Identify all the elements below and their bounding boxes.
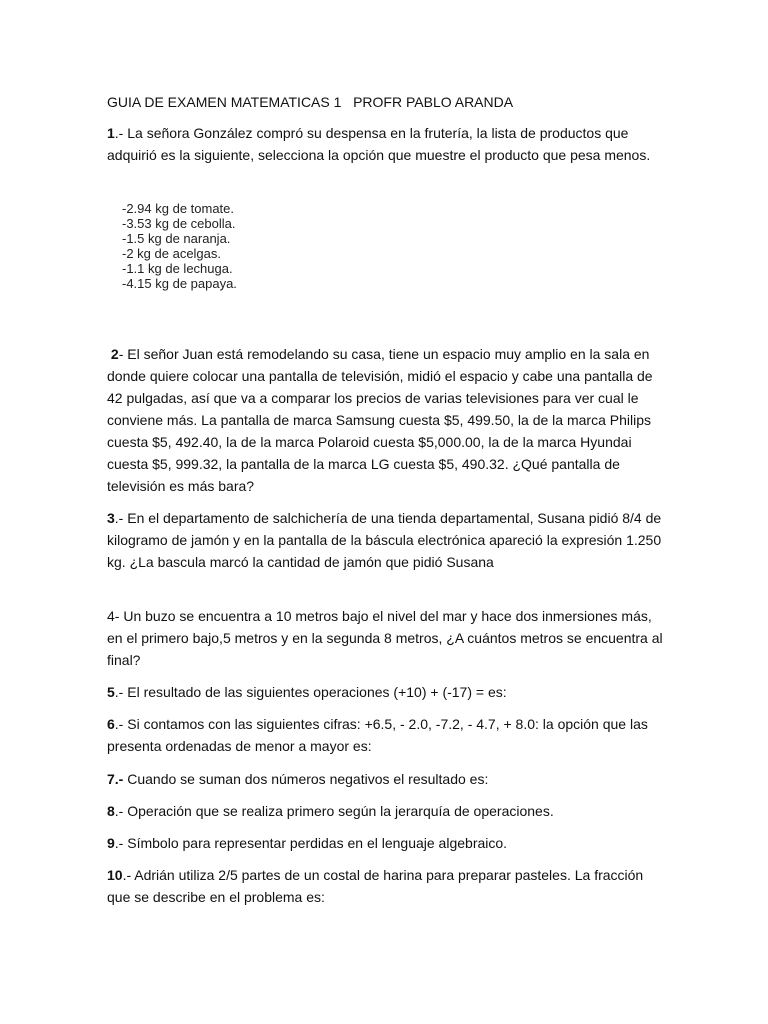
question-separator: .- — [114, 510, 128, 526]
question-number: 8 — [107, 803, 115, 819]
question-text: Cuando se suman dos números negativos el resultado es: — [127, 771, 489, 787]
question-number: 6 — [107, 716, 115, 732]
question-number: 2 — [110, 346, 119, 362]
question-6 — [107, 713, 667, 757]
product-list-item: -2 kg de acelgas. — [122, 246, 222, 261]
question-7 — [107, 768, 667, 790]
question-text: La señora González compró su despensa en la frutería, la lista de productos que adquirió es la siguiente, selecciona la opción que muestre el producto que pesa menos. — [107, 125, 651, 163]
question-separator: .- — [114, 716, 128, 732]
product-list-item: -2.94 kg de tomate. — [122, 201, 235, 216]
question-4 — [107, 605, 667, 671]
question-5 — [107, 681, 667, 703]
question-number: 10 — [107, 867, 123, 883]
question-separator: .- — [114, 125, 128, 141]
question-number: 4 — [107, 608, 115, 624]
question-separator: .- — [114, 835, 128, 851]
question-separator: .- — [114, 684, 128, 700]
product-list-item: -1.5 kg de naranja. — [122, 231, 231, 246]
question-number: 9 — [107, 835, 115, 851]
question-number: 5 — [107, 684, 115, 700]
question-text: Adrián utiliza 2/5 partes de un costal de harina para preparar pasteles. La fracción que se describe en el problema es: — [107, 867, 644, 905]
product-list-item: -3.53 kg de cebolla. — [122, 216, 236, 231]
question-text: Un buzo se encuentra a 10 metros bajo el nivel del mar y hace dos inmersiones más, en el primero bajo,5 metros y en la segunda 8 metros, ¿A cuántos metros se encuentra al final? — [107, 608, 663, 668]
question-2 — [107, 343, 667, 497]
question-10 — [107, 864, 667, 908]
question-text: Operación que se realiza primero según la jerarquía de operaciones. — [127, 803, 554, 819]
question-text: El resultado de las siguientes operaciones (+10) + (-17) = es: — [127, 684, 507, 700]
product-list-item: -1.1 kg de lechuga. — [122, 261, 233, 276]
question-number: 7.- — [107, 771, 124, 787]
question-separator: .- — [114, 803, 128, 819]
document-title: GUIA DE EXAMEN MATEMATICAS 1 PROFR PABLO ARANDA — [107, 94, 514, 110]
question-1 — [107, 122, 667, 166]
question-8 — [107, 800, 667, 822]
question-text: El señor Juan está remodelando su casa, tiene un espacio muy amplio en la sala en donde quiere colocar una pantalla de televisión, midió el espacio y cabe una pantalla de 42 pulgadas, así que va a comparar los precios de varias televisiones para ver cual le conviene más. La pantalla de marca Samsung cuesta $5, 499.50, la de la marca Philips cuesta $5, 492.40, la de la marca Polaroid cuesta $5,000.00, la de la marca Hyundai cuesta $5, 999.32, la pantalla de la marca LG cuesta $5, 490.32. ¿Qué pantalla de televisión es más bara? — [107, 346, 653, 494]
question-3 — [107, 507, 667, 573]
product-list-item: -4.15 kg de papaya. — [122, 276, 237, 291]
question-separator: - — [114, 608, 124, 624]
question-separator: .- — [122, 867, 135, 883]
question-9 — [107, 832, 667, 854]
question-text: En el departamento de salchichería de una tienda departamental, Susana pidió 8/4 de kilogramo de jamón y en la pantalla de la báscula electrónica apareció la expresión 1.250 kg. ¿La bascula marcó la cantidad de jamón que pidió Susana — [107, 510, 662, 570]
question-number: 1 — [107, 125, 115, 141]
question-number: 3 — [107, 510, 115, 526]
product-list-figure — [122, 201, 237, 291]
question-separator: - — [118, 346, 128, 362]
question-text: Símbolo para representar perdidas en el lenguaje algebraico. — [127, 835, 508, 851]
question-text: Si contamos con las siguientes cifras: +6.5, - 2.0, -7.2, - 4.7, + 8.0: la opción que las presenta ordenadas de menor a mayor es: — [107, 716, 648, 754]
